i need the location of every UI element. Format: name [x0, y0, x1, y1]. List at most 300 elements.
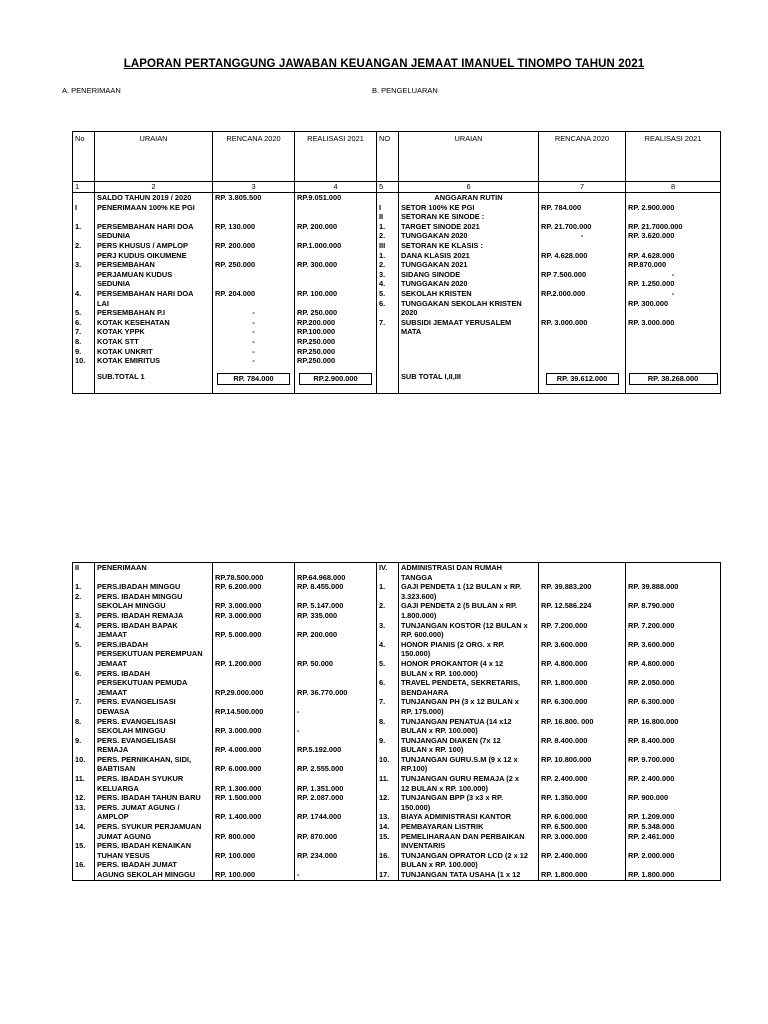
table-cell: TUHAN YESUS — [95, 851, 213, 861]
table-cell: SETORAN KE SINODE : — [399, 212, 539, 222]
table-cell: 150.000) — [399, 649, 539, 659]
table-cell: 1. — [377, 582, 399, 592]
table-cell — [539, 611, 626, 621]
table-cell: RP.250.000 — [295, 356, 377, 366]
table-row — [73, 260, 721, 270]
table-cell — [73, 279, 95, 289]
header-realisasi: REALISASI 2021 — [295, 132, 377, 182]
table-row — [73, 822, 721, 832]
table-cell: GAJI PENDETA 2 (5 BULAN x RP. — [399, 601, 539, 611]
table-cell: RP. 5.000.000 — [213, 630, 295, 640]
table-cell: KOTAK EMIRITUS — [95, 356, 213, 366]
table-cell: 7. — [377, 697, 399, 707]
table-cell: 2. — [73, 241, 95, 251]
table-cell — [213, 621, 295, 631]
table-cell — [295, 649, 377, 659]
table-cell: I — [377, 203, 399, 213]
table-cell — [295, 621, 377, 631]
table-cell: RP. 100.000 — [295, 289, 377, 299]
col-number: 1 — [73, 182, 95, 193]
table-cell: PERS. IBADAH BAPAK — [95, 621, 213, 631]
table-cell: TUNGGAKAN SEKOLAH KRISTEN — [399, 299, 539, 309]
table-cell: 12. — [377, 793, 399, 803]
table-cell — [73, 726, 95, 736]
table-cell — [213, 736, 295, 746]
table-cell: HONOR PIANIS (2 ORG. x RP. — [399, 640, 539, 650]
table-cell: RP. 3.000.000 — [213, 726, 295, 736]
table-cell: RP. 7.200.000 — [626, 621, 721, 631]
table-cell: PERS. EVANGELISASI — [95, 697, 213, 707]
table-row — [73, 212, 721, 222]
table-cell — [626, 649, 721, 659]
table-cell: RP. 2.050.000 — [626, 678, 721, 688]
table-row — [73, 678, 721, 688]
table-cell — [73, 678, 95, 688]
table-cell — [213, 251, 295, 261]
table-cell: PERJAMUAN KUDUS — [95, 270, 213, 280]
table-cell: RP. 3.000.000 — [539, 832, 626, 842]
table-row — [73, 803, 721, 813]
table-cell: RP. 3.600.000 — [539, 640, 626, 650]
table-cell: 3. — [377, 621, 399, 631]
table-cell — [295, 860, 377, 870]
table-cell — [539, 193, 626, 203]
table-cell — [377, 327, 399, 337]
table-cell — [73, 573, 95, 583]
table-cell: RP. 6.500.000 — [539, 822, 626, 832]
table-row — [73, 688, 721, 698]
table-cell: PERSEMBAHAN — [95, 260, 213, 270]
table-cell: TUNGGAKAN 2021 — [399, 260, 539, 270]
table-cell: RP. 16.800. 000 — [539, 717, 626, 727]
table-cell — [213, 270, 295, 280]
table-cell: RP. 4.628.000 — [539, 251, 626, 261]
table-cell: 11. — [377, 774, 399, 784]
table-cell: - — [626, 270, 721, 280]
table-cell: RP. 250.000 — [295, 308, 377, 318]
table-cell: RP. 2.900.000 — [626, 203, 721, 213]
table-cell: SEKOLAH MINGGU — [95, 726, 213, 736]
table-cell — [399, 347, 539, 357]
table-cell: AGUNG SEKOLAH MINGGU — [95, 870, 213, 880]
table-cell — [626, 726, 721, 736]
table-row — [73, 755, 721, 765]
table-cell: RP. 130.000 — [213, 222, 295, 232]
table-row — [73, 621, 721, 631]
table-row — [73, 582, 721, 592]
table-cell: SETOR 100% KE PGI — [399, 203, 539, 213]
table-cell: RP.2.000.000 — [539, 289, 626, 299]
table-cell — [377, 764, 399, 774]
table-cell: RP. 200.000 — [295, 630, 377, 640]
table-cell: RP. 250.000 — [213, 260, 295, 270]
table-cell — [626, 327, 721, 337]
table-cell: RP. 1.351.000 — [295, 784, 377, 794]
table-cell: 6. — [73, 318, 95, 328]
table-cell: SUBSIDI JEMAAT YERUSALEM — [399, 318, 539, 328]
table-cell: RP. 335.000 — [295, 611, 377, 621]
table-row — [73, 832, 721, 842]
table-cell: RP. 300.000 — [295, 260, 377, 270]
table-cell: 5. — [377, 289, 399, 299]
table-cell — [73, 193, 95, 203]
table-cell: BULAN x RP. 100) — [399, 745, 539, 755]
table-cell: GAJI PENDETA 1 (12 BULAN x RP. — [399, 582, 539, 592]
col-number: 6 — [399, 182, 539, 193]
subtotal-rencana-right: RP. 39.612.000 — [546, 373, 619, 385]
table-row — [73, 203, 721, 213]
table-row — [73, 659, 721, 669]
table-cell — [73, 870, 95, 880]
table-cell: 8. — [73, 717, 95, 727]
table-cell — [73, 212, 95, 222]
header-no: No — [73, 132, 95, 182]
table-cell — [377, 745, 399, 755]
table-cell: RP. 1.800.000 — [626, 870, 721, 880]
table-cell: RP.14.500.000 — [213, 707, 295, 717]
subtotal-label-right: SUB TOTAL I,II,III — [399, 372, 539, 394]
table-cell: RP. 800.000 — [213, 832, 295, 842]
table-cell: 9. — [377, 736, 399, 746]
table-cell: PERS.IBADAH MINGGU — [95, 582, 213, 592]
table-cell: 3. — [73, 260, 95, 270]
table-cell: 15. — [73, 841, 95, 851]
table-cell: 5. — [73, 308, 95, 318]
table-cell: JUMAT AGUNG — [95, 832, 213, 842]
col-number: 2 — [95, 182, 213, 193]
column-number-row — [73, 182, 721, 193]
table-cell: DANA KLASIS 2021 — [399, 251, 539, 261]
table-cell — [399, 337, 539, 347]
table-cell: 12 BULAN x RP. 100.000) — [399, 784, 539, 794]
table-cell: PENERIMAAN 100% KE PGI — [95, 203, 213, 213]
table-row — [73, 231, 721, 241]
table-cell: RP. 7.200.000 — [539, 621, 626, 631]
table-cell: BULAN x RP. 100.000) — [399, 726, 539, 736]
table-row — [73, 251, 721, 261]
table-cell — [539, 649, 626, 659]
subtotal-row — [73, 372, 721, 394]
table-cell — [377, 308, 399, 318]
table-cell — [377, 726, 399, 736]
table-cell — [377, 193, 399, 203]
table-cell — [626, 803, 721, 813]
table-cell: BULAN x RP. 100.000) — [399, 669, 539, 679]
header-rencana: RENCANA 2020 — [213, 132, 295, 182]
table-cell — [626, 611, 721, 621]
table-cell: 2. — [73, 592, 95, 602]
table-cell: RP. 6.000.000 — [213, 764, 295, 774]
table-cell: RP. 36.770.000 — [295, 688, 377, 698]
table-cell: RP. 8.790.000 — [626, 601, 721, 611]
table-cell — [213, 697, 295, 707]
table-cell: 13. — [73, 803, 95, 813]
table-cell — [377, 707, 399, 717]
table-cell: RP. 8.455.000 — [295, 582, 377, 592]
table-cell: 2. — [377, 231, 399, 241]
table-row — [73, 745, 721, 755]
table-cell: - — [213, 308, 295, 318]
table-cell — [295, 231, 377, 241]
table-cell — [73, 851, 95, 861]
table-cell: 1.800.000) — [399, 611, 539, 621]
table-cell: RP. 50.000 — [295, 659, 377, 669]
table-cell: II — [73, 563, 95, 573]
table-cell: RP 7.500.000 — [539, 270, 626, 280]
table-cell — [295, 299, 377, 309]
table-cell: BULAN x RP. 100.000) — [399, 860, 539, 870]
table-cell: TUNJANGAN KOSTOR (12 BULAN x — [399, 621, 539, 631]
table-cell: 4. — [377, 640, 399, 650]
table-cell — [626, 669, 721, 679]
table-row — [73, 573, 721, 583]
table-cell: II — [377, 212, 399, 222]
table-cell — [73, 601, 95, 611]
table-cell — [626, 630, 721, 640]
table-cell: PERS. PERNIKAHAN, SIDI, — [95, 755, 213, 765]
table-cell: TUNJANGAN DIAKEN (7x 12 — [399, 736, 539, 746]
table-cell: RP. 234.000 — [295, 851, 377, 861]
subtotal-rencana-left: RP. 784.000 — [217, 373, 290, 385]
table-cell: 11. — [73, 774, 95, 784]
table-cell: JEMAAT — [95, 688, 213, 698]
table-cell: 10. — [73, 356, 95, 366]
table-cell: HONOR PROKANTOR (4 x 12 — [399, 659, 539, 669]
table-cell — [539, 337, 626, 347]
table-cell: RP. 21.7000.000 — [626, 222, 721, 232]
table-cell — [377, 611, 399, 621]
table-cell — [626, 308, 721, 318]
table-cell: I — [73, 203, 95, 213]
table-cell: 12. — [73, 793, 95, 803]
table-row — [73, 860, 721, 870]
table-cell — [539, 573, 626, 583]
table-cell: - — [213, 337, 295, 347]
table-cell — [626, 347, 721, 357]
table-cell: AMPLOP — [95, 812, 213, 822]
table-cell: TUNJANGAN GURU REMAJA (2 x — [399, 774, 539, 784]
table-cell: INVENTARIS — [399, 841, 539, 851]
table-cell: RP. 3.805.500 — [213, 193, 295, 203]
table-cell — [377, 784, 399, 794]
table-cell — [399, 356, 539, 366]
table-row — [73, 347, 721, 357]
table-cell: - — [213, 347, 295, 357]
table-cell — [295, 736, 377, 746]
subtotal-realisasi-right: RP. 38.268.000 — [629, 373, 718, 385]
table-cell: RP. 8.400.000 — [626, 736, 721, 746]
table-cell: PERSEMBAHAN HARI DOA — [95, 289, 213, 299]
table-row — [73, 841, 721, 851]
table-cell: 7. — [73, 327, 95, 337]
table-cell: PERS. IBADAH TAHUN BARU — [95, 793, 213, 803]
table-row — [73, 308, 721, 318]
table-row — [73, 726, 721, 736]
col-number: 4 — [295, 182, 377, 193]
table-cell: - — [213, 356, 295, 366]
table-cell: RP. 2.400.000 — [539, 851, 626, 861]
table-cell: RP.100.000 — [295, 327, 377, 337]
table-cell — [295, 717, 377, 727]
table-cell — [377, 649, 399, 659]
table-cell: RP. 300.000 — [626, 299, 721, 309]
table-cell — [295, 841, 377, 851]
table-cell: 4. — [73, 289, 95, 299]
table-cell: RP. 2.400.000 — [539, 774, 626, 784]
table-row — [73, 279, 721, 289]
table-cell — [213, 803, 295, 813]
table-cell: 16. — [377, 851, 399, 861]
table-cell: 7. — [377, 318, 399, 328]
table-cell: SIDANG SINODE — [399, 270, 539, 280]
table-row — [73, 851, 721, 861]
header-realisasi-right: REALISASI 2021 — [626, 132, 721, 182]
table-cell: 9. — [73, 347, 95, 357]
table-cell — [539, 860, 626, 870]
table-cell: PERSEMBAHAN HARI DOA — [95, 222, 213, 232]
table-cell: 8. — [73, 337, 95, 347]
header-uraian: URAIAN — [95, 132, 213, 182]
table-header-row — [73, 132, 721, 182]
table-cell: PERSEMBAHAN P.I — [95, 308, 213, 318]
table-cell — [539, 299, 626, 309]
table-cell: RP. 21.700.000 — [539, 222, 626, 232]
table-cell: RP. 3.620.000 — [626, 231, 721, 241]
table-cell: 2020 — [399, 308, 539, 318]
table-cell: PEMELIHARAAN DAN PERBAIKAN — [399, 832, 539, 842]
table-cell: 4. — [377, 279, 399, 289]
table-cell: RP. 4.628.000 — [626, 251, 721, 261]
table-cell — [295, 251, 377, 261]
table-cell: ANGGARAN RUTIN — [399, 193, 539, 203]
report-title: LAPORAN PERTANGGUNG JAWABAN KEUANGAN JEMAAT IMANUEL TINOMPO TAHUN 2021 — [123, 58, 645, 70]
table-cell — [73, 745, 95, 755]
table-cell: RP.200.000 — [295, 318, 377, 328]
table-cell — [539, 212, 626, 222]
table-cell — [539, 688, 626, 698]
table-cell: RP. 1.209.000 — [626, 812, 721, 822]
table-cell: RP. 1.200.000 — [213, 659, 295, 669]
table-cell — [73, 299, 95, 309]
table-cell: RP. 4.000.000 — [213, 745, 295, 755]
table-cell: KOTAK STT — [95, 337, 213, 347]
table-cell — [539, 841, 626, 851]
table-cell — [377, 803, 399, 813]
table-cell: JEMAAT — [95, 630, 213, 640]
table-cell: 14. — [377, 822, 399, 832]
table-cell: PERJ KUDUS OIKUMENE — [95, 251, 213, 261]
finance-table-top — [72, 131, 721, 394]
table-cell — [295, 270, 377, 280]
table-cell: PERS. IBADAH KENAIKAN — [95, 841, 213, 851]
table-cell: 2. — [377, 601, 399, 611]
col-number: 8 — [626, 182, 721, 193]
table-cell — [539, 592, 626, 602]
table-cell: PERSEKUTUAN PEMUDA — [95, 678, 213, 688]
table-row — [73, 289, 721, 299]
table-cell: RP. 6.300.000 — [539, 697, 626, 707]
table-cell — [213, 231, 295, 241]
table-cell — [377, 592, 399, 602]
table-row — [73, 707, 721, 717]
table-cell — [213, 563, 295, 573]
table-cell: 17. — [377, 870, 399, 880]
table-cell: SETORAN KE KLASIS : — [399, 241, 539, 251]
table-cell — [377, 356, 399, 366]
table-cell: RP. 4.800.000 — [626, 659, 721, 669]
table-cell: TUNJANGAN PH (3 x 12 BULAN x — [399, 697, 539, 707]
table-cell: 6. — [73, 669, 95, 679]
table-cell: KOTAK KESEHATAN — [95, 318, 213, 328]
table-cell: RP. 3.000.000 — [213, 611, 295, 621]
table-cell: 4. — [73, 621, 95, 631]
table-cell: MATA — [399, 327, 539, 337]
table-cell — [213, 212, 295, 222]
table-row — [73, 764, 721, 774]
header-no-right: NO — [377, 132, 399, 182]
table-cell: 10. — [73, 755, 95, 765]
table-cell: RP. 2.087.000 — [295, 793, 377, 803]
table-cell — [295, 803, 377, 813]
table-cell: RP. 10.800.000 — [539, 755, 626, 765]
table-cell — [626, 707, 721, 717]
table-cell — [295, 203, 377, 213]
table-cell — [539, 630, 626, 640]
table-cell: TUNJANGAN BPP (3 x3 x RP. — [399, 793, 539, 803]
table-row — [73, 717, 721, 727]
table-cell: 5. — [377, 659, 399, 669]
table-row — [73, 697, 721, 707]
table-cell — [73, 231, 95, 241]
table-cell: RP. 200.000 — [213, 241, 295, 251]
table-cell — [626, 860, 721, 870]
table-cell — [213, 279, 295, 289]
table-cell — [377, 337, 399, 347]
table-cell: 6. — [377, 299, 399, 309]
table-row — [73, 784, 721, 794]
table-cell: RP. 1.300.000 — [213, 784, 295, 794]
table-cell: 13. — [377, 812, 399, 822]
table-cell: TRAVEL PENDETA, SEKRETARIS, — [399, 678, 539, 688]
table-cell — [73, 812, 95, 822]
table-cell — [295, 774, 377, 784]
table-cell — [539, 279, 626, 289]
table-cell: RP.250.000 — [295, 337, 377, 347]
table-cell — [73, 270, 95, 280]
table-cell — [377, 841, 399, 851]
table-cell: RP. 4.800.000 — [539, 659, 626, 669]
table-row — [73, 270, 721, 280]
table-cell — [377, 573, 399, 583]
table-cell: PERS. IBADAH MINGGU — [95, 592, 213, 602]
table-cell — [377, 669, 399, 679]
table-cell: PERS. SYUKUR PERJAMUAN — [95, 822, 213, 832]
table-cell: BIAYA ADMINISTRASI KANTOR — [399, 812, 539, 822]
table-cell: RP.870.000 — [626, 260, 721, 270]
table-row — [73, 222, 721, 232]
col-number: 3 — [213, 182, 295, 193]
table-cell — [73, 630, 95, 640]
table-cell: TANGGA — [399, 573, 539, 583]
table-row — [73, 601, 721, 611]
table-row — [73, 630, 721, 640]
table-cell — [213, 822, 295, 832]
table-cell: RP. 1.800.000 — [539, 678, 626, 688]
table-cell: RP. 5.348.000 — [626, 822, 721, 832]
table-cell: ADMINISTRASI DAN RUMAH — [399, 563, 539, 573]
table-row — [73, 241, 721, 251]
table-cell: RP. 6.000.000 — [539, 812, 626, 822]
